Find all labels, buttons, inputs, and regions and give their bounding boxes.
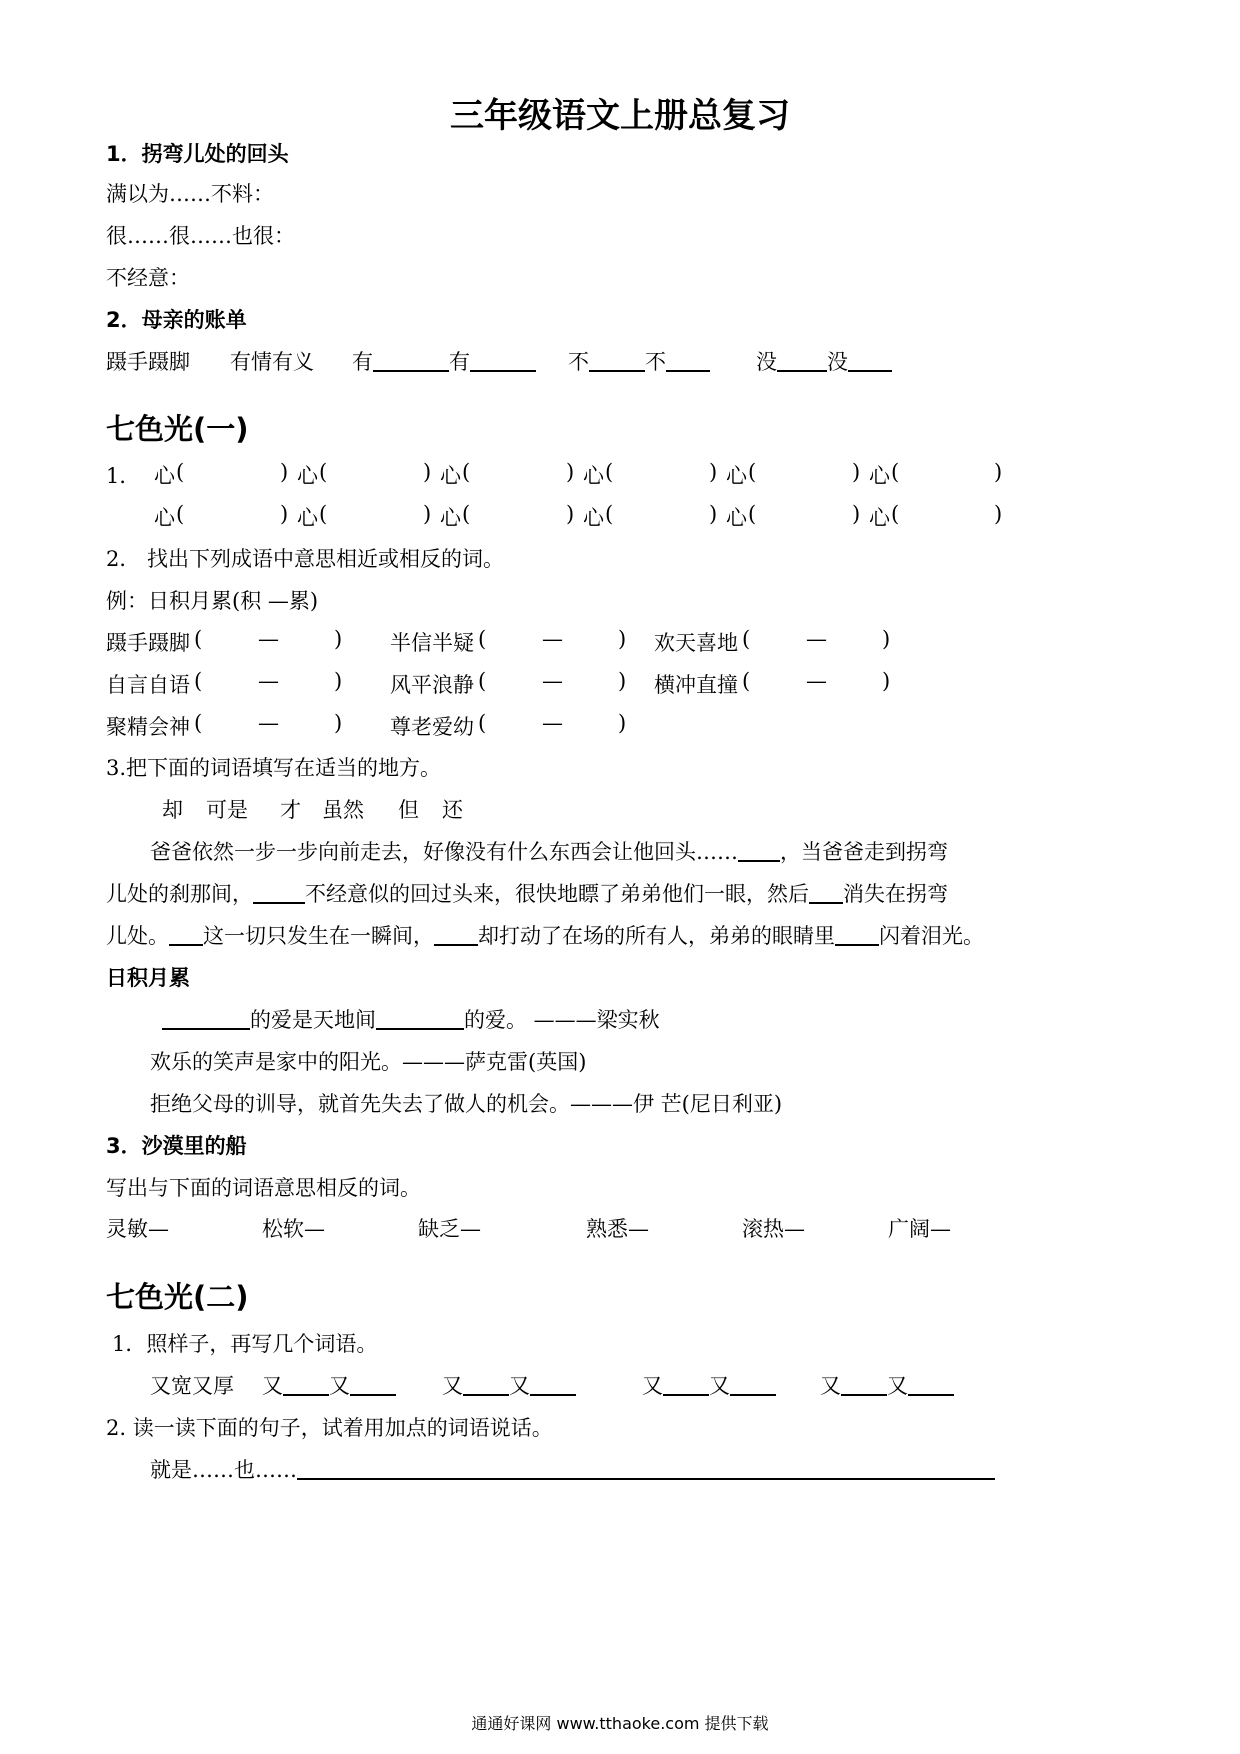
open-paren: ( xyxy=(319,502,328,526)
idiom-word: 半信半疑 xyxy=(390,631,474,655)
xin-char: 心 xyxy=(440,506,461,530)
youyou-pattern: 又 又 xyxy=(642,1370,776,1400)
youyou-pattern: 又 又 xyxy=(262,1370,396,1400)
open-paren: ( xyxy=(176,502,185,526)
idiom-word: 自言自语 xyxy=(106,673,190,697)
open-paren: ( xyxy=(891,460,900,484)
question-prompt: 写出与下面的词语意思相反的词。 xyxy=(106,1176,421,1200)
idiom-word: 欢天喜地 xyxy=(654,631,738,655)
xin-char: 心 xyxy=(297,464,318,488)
xin-char: 心 xyxy=(869,464,890,488)
word-bank-item: 才 xyxy=(280,798,301,822)
section-heading-qiseguang-1: 七色光(一) xyxy=(106,412,249,446)
text-line: 很……很……也很： xyxy=(106,224,295,248)
pattern-2: 不 不 xyxy=(568,346,710,376)
word-bank xyxy=(162,794,562,822)
close-paren: ) xyxy=(882,627,891,651)
text-line: 满以为……不料： xyxy=(106,182,274,206)
word-bank-item: 却 xyxy=(162,798,183,822)
idiom-item xyxy=(106,669,1006,699)
close-paren: ) xyxy=(423,502,432,526)
open-paren: ( xyxy=(176,460,185,484)
xin-row-1 xyxy=(106,460,1006,488)
xin-row-2 xyxy=(106,502,1006,530)
antonym-item: 松软— xyxy=(262,1217,325,1241)
passage-line-1: 爸爸依然一步一步向前走去，好像没有什么东西会让他回头…… ，当爸爸走到拐弯 xyxy=(150,840,948,864)
text-line: 不经意： xyxy=(106,266,190,290)
open-paren: ( xyxy=(742,669,751,693)
passage-line-3: 儿处。 这一切只发生在一瞬间， 却打动了在场的所有人，弟弟的眼睛里 闪着泪光。 xyxy=(106,924,984,948)
idiom-grid xyxy=(106,627,1006,757)
word-bank-item: 还 xyxy=(442,798,463,822)
antonym-item: 熟悉— xyxy=(586,1217,649,1241)
close-paren: ) xyxy=(618,711,627,735)
example-text: 例：日积月累(积 —累) xyxy=(106,589,319,613)
dash: — xyxy=(806,669,827,693)
example-word: 又宽又厚 xyxy=(150,1374,234,1398)
youyou-pattern: 又 又 xyxy=(820,1370,954,1400)
xin-char: 心 xyxy=(440,464,461,488)
pattern-1: 有 有 xyxy=(352,346,536,376)
idiom-word: 横冲直撞 xyxy=(654,673,738,697)
idiom-word: 蹑手蹑脚 xyxy=(106,631,190,655)
close-paren: ) xyxy=(334,627,343,651)
section-heading-guaiwan: 1．拐弯儿处的回头 xyxy=(106,142,289,166)
close-paren: ) xyxy=(994,460,1003,484)
question-prompt: 3.把下面的词语填写在适当的地方。 xyxy=(106,756,442,780)
xin-char: 心 xyxy=(726,464,747,488)
idiom-word: 聚精会神 xyxy=(106,715,190,739)
youyou-pattern: 又 又 xyxy=(442,1370,576,1400)
xin-char: 心 xyxy=(583,506,604,530)
close-paren: ) xyxy=(334,669,343,693)
pattern-3: 没 没 xyxy=(756,346,892,376)
close-paren: ) xyxy=(618,669,627,693)
idiom-word: 风平浪静 xyxy=(390,673,474,697)
word-bank-item: 虽然 xyxy=(322,798,364,822)
open-paren: ( xyxy=(891,502,900,526)
close-paren: ) xyxy=(852,502,861,526)
page-title: 三年级语文上册总复习 xyxy=(450,96,790,136)
section-heading-zhangdan: 2．母亲的账单 xyxy=(106,308,247,332)
xin-char: 心 xyxy=(726,506,747,530)
close-paren: ) xyxy=(994,502,1003,526)
antonym-row xyxy=(106,1213,1006,1241)
dash: — xyxy=(258,711,279,735)
open-paren: ( xyxy=(742,627,751,651)
question-prompt: 2. 读一读下面的句子，试着用加点的词语说话。 xyxy=(106,1416,553,1440)
close-paren: ) xyxy=(709,502,718,526)
xin-char: 心 xyxy=(583,464,604,488)
antonym-item: 滚热— xyxy=(742,1217,805,1241)
dash: — xyxy=(542,669,563,693)
close-paren: ) xyxy=(280,460,289,484)
word: 有情有义 xyxy=(230,350,314,374)
open-paren: ( xyxy=(748,460,757,484)
close-paren: ) xyxy=(882,669,891,693)
section-heading-shamo: 3．沙漠里的船 xyxy=(106,1134,247,1158)
word-bank-item: 但 xyxy=(398,798,419,822)
xin-char: 心 xyxy=(154,464,175,488)
word: 蹑手蹑脚 xyxy=(106,350,190,374)
open-paren: ( xyxy=(319,460,328,484)
open-paren: ( xyxy=(462,460,471,484)
open-paren: ( xyxy=(194,711,203,735)
antonym-item: 缺乏— xyxy=(418,1217,481,1241)
close-paren: ) xyxy=(423,460,432,484)
open-paren: ( xyxy=(194,627,203,651)
open-paren: ( xyxy=(605,460,614,484)
xin-char: 心 xyxy=(869,506,890,530)
close-paren: ) xyxy=(334,711,343,735)
open-paren: ( xyxy=(478,711,487,735)
close-paren: ) xyxy=(566,460,575,484)
dash: — xyxy=(258,627,279,651)
question-prompt: 2． 找出下列成语中意思相近或相反的词。 xyxy=(106,547,505,571)
dash: — xyxy=(258,669,279,693)
open-paren: ( xyxy=(478,669,487,693)
open-paren: ( xyxy=(748,502,757,526)
section-heading-rijiyuelei: 日积月累 xyxy=(106,966,190,990)
idiom-item xyxy=(106,627,1006,657)
antonym-item: 灵敏— xyxy=(106,1217,169,1241)
idiom-word: 尊老爱幼 xyxy=(390,715,474,739)
open-paren: ( xyxy=(478,627,487,651)
xin-char: 心 xyxy=(297,506,318,530)
dash: — xyxy=(806,627,827,651)
question-prompt: 1．照样子，再写几个词语。 xyxy=(112,1332,378,1356)
open-paren: ( xyxy=(462,502,471,526)
sentence-line: 就是……也…… xyxy=(150,1454,995,1484)
close-paren: ) xyxy=(709,460,718,484)
footer-text: 通通好课网 www.tthaoke.com 提供下载 xyxy=(471,1714,769,1733)
passage-line-2: 儿处的刹那间， 不经意似的回过头来，很快地瞟了弟弟他们一眼，然后 消失在拐弯 xyxy=(106,882,948,906)
xin-char: 心 xyxy=(154,506,175,530)
open-paren: ( xyxy=(605,502,614,526)
close-paren: ) xyxy=(618,627,627,651)
question-number: 1． xyxy=(106,464,141,488)
idiom-item xyxy=(106,711,1006,741)
antonym-item: 广阔— xyxy=(888,1217,951,1241)
section-heading-qiseguang-2: 七色光(二) xyxy=(106,1280,249,1314)
close-paren: ) xyxy=(280,502,289,526)
quote-line-2: 欢乐的笑声是家中的阳光。———萨克雷(英国) xyxy=(150,1050,587,1074)
close-paren: ) xyxy=(852,460,861,484)
dash: — xyxy=(542,627,563,651)
word-bank-item: 可是 xyxy=(206,798,248,822)
youyou-row xyxy=(150,1370,1010,1398)
quote-line-3: 拒绝父母的训导，就首先失去了做人的机会。———伊 芒(尼日利亚) xyxy=(150,1092,783,1116)
close-paren: ) xyxy=(566,502,575,526)
dash: — xyxy=(542,711,563,735)
open-paren: ( xyxy=(194,669,203,693)
quote-line-1: 的爱是天地间 的爱。 ———梁实秋 xyxy=(162,1004,660,1034)
